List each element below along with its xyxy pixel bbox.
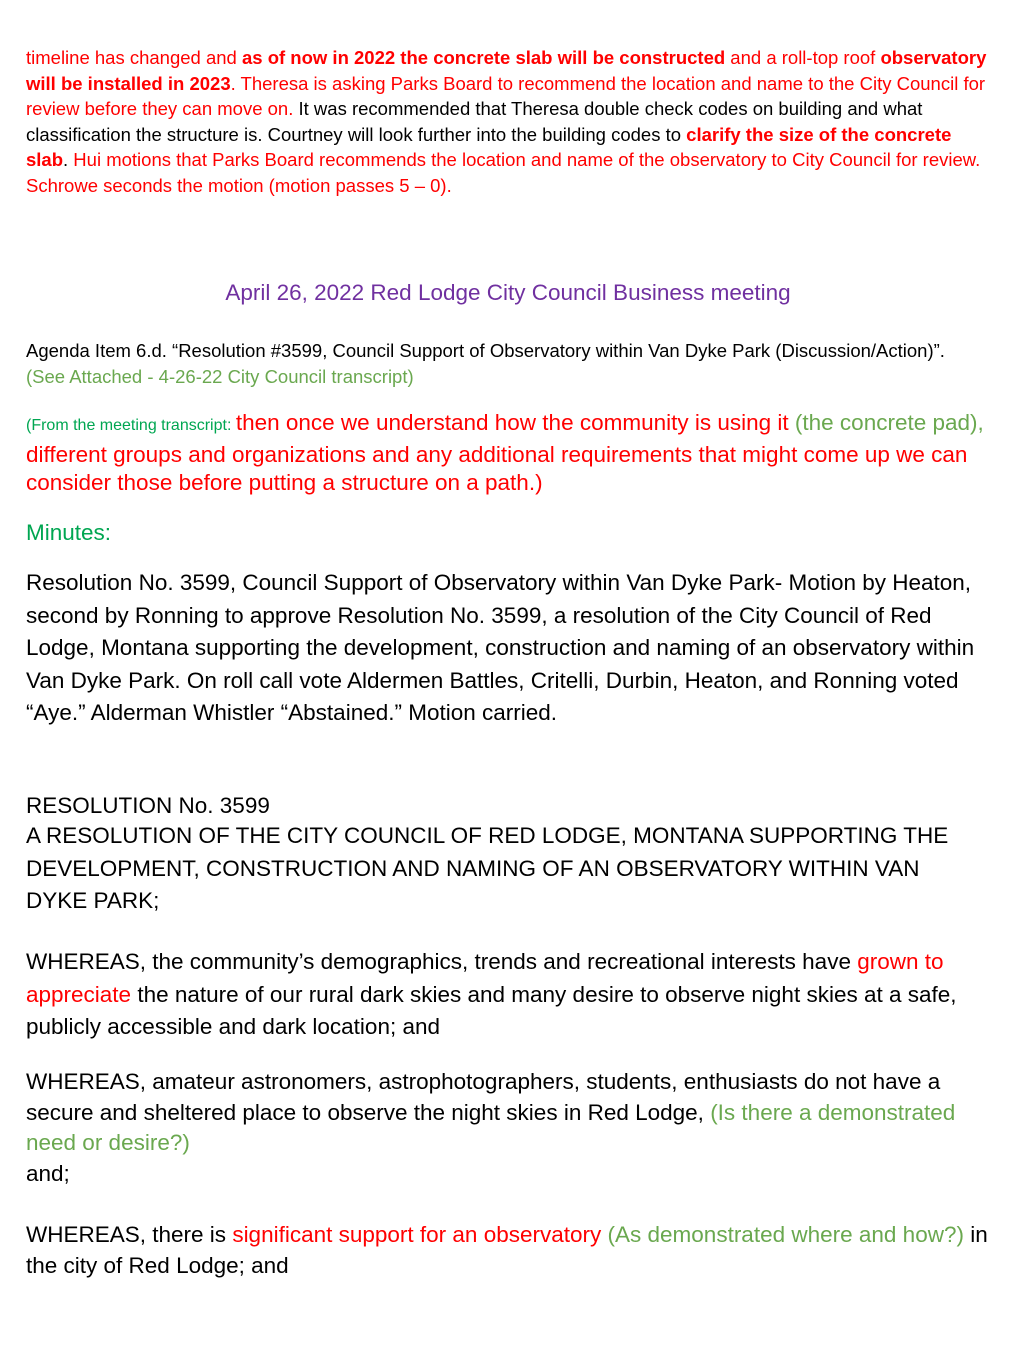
transcript-aside: (the concrete pad), xyxy=(788,410,984,435)
whereas1-text-1: WHEREAS, the community’s demographics, trends and recreational interests have xyxy=(26,949,858,974)
whereas2-text: WHEREAS, amateur astronomers, astrophotographers, students, enthusiasts do not have a secure and sheltered place to observe the night skies in Red Lodge, xyxy=(26,1069,941,1125)
parks-board-paragraph xyxy=(26,45,988,198)
intro-period: . xyxy=(63,149,69,170)
intro-text-1: timeline has changed and xyxy=(26,47,242,68)
whereas1-text-2: the nature of our rural dark skies and many desire to observe night skies at a safe, publicly accessible and dark location; and xyxy=(26,981,957,1039)
whereas-shelter xyxy=(26,1067,996,1189)
transcript-quote-1: then once we understand how the community is using it xyxy=(235,410,789,435)
resolution-title: A RESOLUTION OF THE CITY COUNCIL OF RED LODGE, MONTANA SUPPORTING THE DEVELOPMENT, CONSTRUCTION AND NAMING OF AN OBSERVATORY WITHIN VAN DYKE PARK; xyxy=(26,823,949,913)
whereas3-text-2: in the city of Red Lodge; and xyxy=(26,1222,988,1278)
whereas3-highlight: significant support for an observatory xyxy=(232,1222,602,1247)
whereas-dark-skies xyxy=(26,946,996,1044)
intro-bold-observatory: observatory will be installed in 2023 xyxy=(26,47,987,94)
intro-bold-slab: as of now in 2022 the concrete slab will be constructed xyxy=(241,47,726,68)
transcript-excerpt xyxy=(26,409,996,498)
whereas3-text-1: WHEREAS, there is xyxy=(26,1222,233,1247)
meeting-heading: April 26, 2022 Red Lodge City Council Business meeting xyxy=(225,280,791,305)
agenda-text: Agenda Item 6.d. “Resolution #3599, Council Support of Observatory within Van Dyke Park (Discussion/Action)”. xyxy=(26,340,945,361)
minutes-heading: Minutes: xyxy=(26,520,112,545)
whereas3-question: (As demonstrated where and how?) xyxy=(601,1222,964,1247)
agenda-item xyxy=(26,338,988,389)
intro-motion: Hui motions that Parks Board recommends the location and name of the observatory to City Council for review. Schrowe seconds the motion (motion passes 5 – 0). xyxy=(26,149,981,196)
whereas2-and: and; xyxy=(26,1160,70,1186)
intro-bold-clarify: clarify the size of the concrete slab xyxy=(26,123,952,170)
whereas2-question: (Is there a demonstrated need or desire?) xyxy=(26,1099,956,1155)
intro-text-3: . Theresa is asking Parks Board to recommend the location and name to the City Council for review before they can move on. xyxy=(26,72,986,119)
whereas1-highlight: grown to appreciate xyxy=(26,949,944,1007)
minutes-text: Resolution No. 3599, Council Support of Observatory within Van Dyke Park- Motion by Heaton, second by Ronning to approve Resolution No. 3599, a resolution of the City Council of Red Lodge, Montana supporting the development, construction and naming of an observatory within Van Dyke Park. On roll call vote Aldermen Battles, Critelli, Durbin, Heaton, and Ronning voted “Aye.” Alderman Whistler “Abstained.” Motion carried. xyxy=(26,570,975,725)
whereas-support xyxy=(26,1219,996,1281)
intro-text-4: It was recommended that Theresa double check codes on building and what classification the structure is. Courtney will look further into the building codes to xyxy=(26,98,923,145)
transcript-quote-2: different groups and organizations and any additional requirements that might come up we can consider those before putting a structure on a path.) xyxy=(26,441,968,495)
transcript-intro: (From the meeting transcript: xyxy=(26,417,236,434)
resolution-number: RESOLUTION No. 3599 xyxy=(26,793,270,818)
intro-text-2: and a roll-top roof xyxy=(725,47,881,68)
agenda-note: (See Attached - 4-26-22 City Council transcript) xyxy=(26,365,414,387)
